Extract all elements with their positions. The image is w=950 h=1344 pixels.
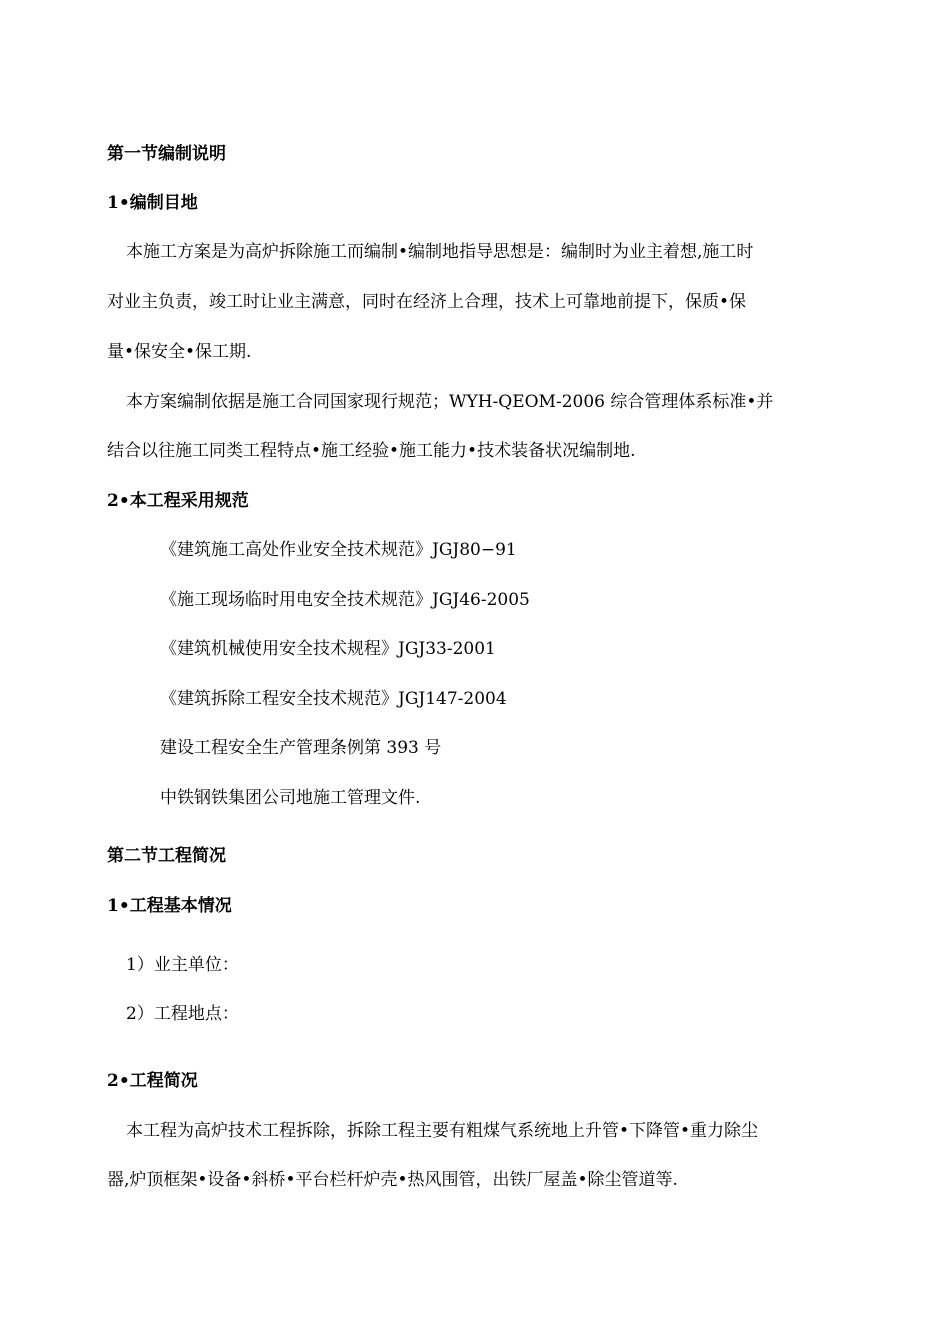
para3-line2: 器,炉顶框架•设备•斜桥•平台栏杆炉壳•热风围管，出铁厂屋盖•除尘管道等.: [107, 1170, 678, 1190]
para1-line1: 本施工方案是为高炉拆除施工而编制•编制地指导思想是：编制时为业主着想,施工时: [126, 242, 754, 262]
para1-line2: 对业主负责，竣工时让业主满意，同时在经济上合理，技术上可靠地前提下，保质•保: [107, 292, 747, 312]
standard-item: 《建筑施工高处作业安全技术规范》JGJ80−91: [160, 540, 517, 560]
section1-sub2-title: 2•本工程采用规范: [107, 491, 249, 511]
para2-line2: 结合以往施工同类工程特点•施工经验•施工能力•技术装备状况编制地.: [107, 441, 636, 461]
standard-item: 《施工现场临时用电安全技术规范》JGJ46-2005: [160, 590, 530, 610]
standard-item: 建设工程安全生产管理条例第 393 号: [160, 738, 442, 758]
section2-sub2-title: 2•工程简况: [107, 1071, 198, 1091]
section1-title: 第一节编制说明: [107, 144, 226, 164]
para3-line1: 本工程为高炉技术工程拆除，拆除工程主要有粗煤气系统地上升管•下降管•重力除尘: [126, 1121, 759, 1141]
standard-item: 《建筑拆除工程安全技术规范》JGJ147-2004: [160, 689, 507, 709]
section1-sub1-title: 1•编制目地: [107, 193, 198, 213]
standard-item: 中铁钢铁集团公司地施工管理文件.: [160, 788, 421, 808]
para1-line3: 量•保安全•保工期.: [107, 342, 252, 362]
standard-item: 《建筑机械使用安全技术规程》JGJ33-2001: [160, 639, 496, 659]
list-item: 1）业主单位：: [126, 955, 239, 975]
section2-sub1-title: 1•工程基本情况: [107, 896, 232, 916]
section2-title: 第二节工程简况: [107, 846, 226, 866]
list-item: 2）工程地点：: [126, 1004, 239, 1024]
para2-line1: 本方案编制依据是施工合同国家现行规范；WYH-QEOM-2006 综合管理体系标准•并: [126, 392, 774, 412]
